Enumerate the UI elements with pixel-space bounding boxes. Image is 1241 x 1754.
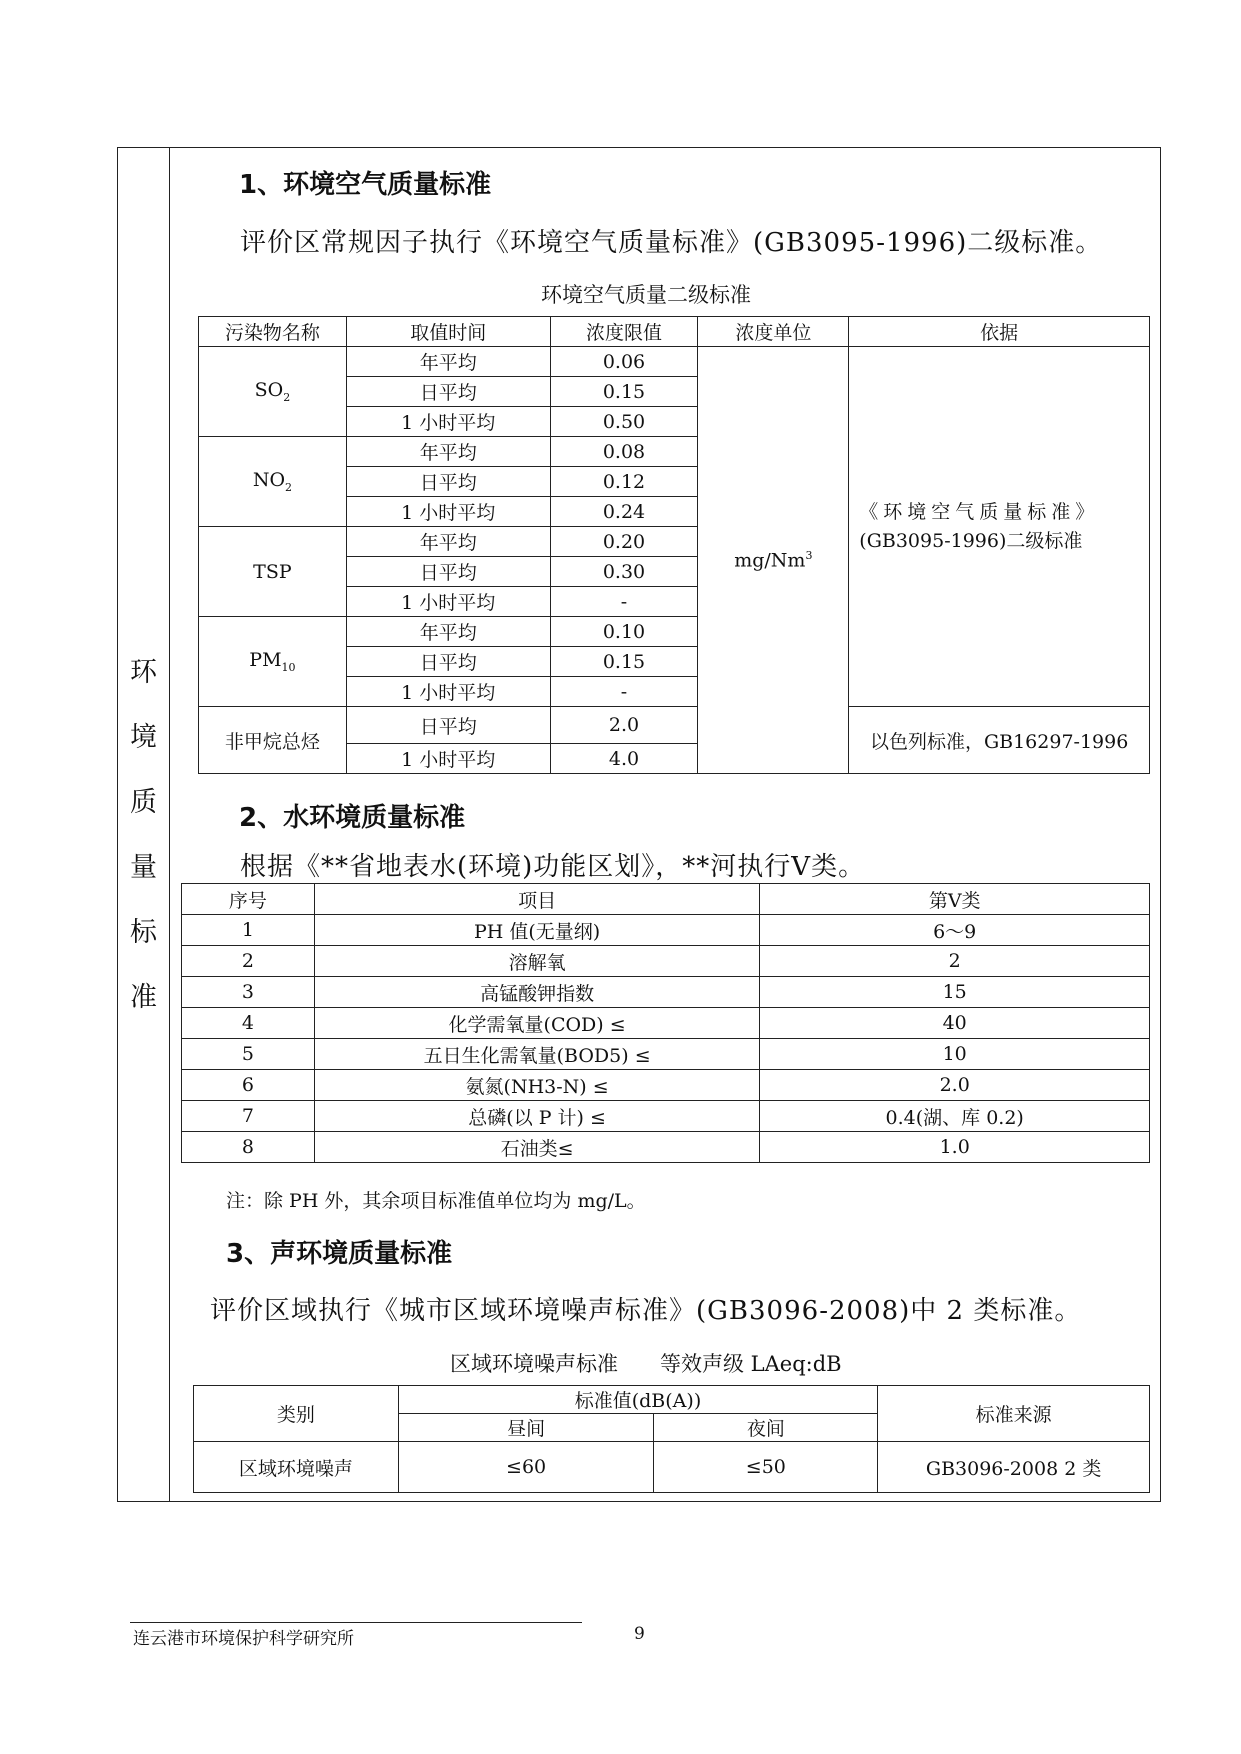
limit-cell: 0.06 <box>550 347 698 377</box>
period-cell: 日平均 <box>346 707 550 744</box>
noise-heading: 3、声环境质量标准 <box>226 1239 453 1269</box>
row-index: 5 <box>182 1039 315 1070</box>
row-item: PH 值(无量纲) <box>314 915 760 946</box>
row-value: 15 <box>760 977 1150 1008</box>
side-label <box>118 640 169 1030</box>
header-cell: 序号 <box>182 884 315 915</box>
side-char: 标 <box>130 917 157 948</box>
period-cell: 1 小时平均 <box>346 744 550 774</box>
period-cell: 1 小时平均 <box>346 407 550 437</box>
limit-cell: 4.0 <box>550 744 698 774</box>
pollutant-cell: 非甲烷总烃 <box>199 707 347 774</box>
period-cell: 日平均 <box>346 467 550 497</box>
header-cell: 昼间 <box>398 1414 654 1442</box>
row-item: 溶解氧 <box>314 946 760 977</box>
side-char: 量 <box>130 852 157 883</box>
water-heading: 2、水环境质量标准 <box>239 803 466 833</box>
period-cell: 1 小时平均 <box>346 587 550 617</box>
limit-cell: 0.15 <box>550 377 698 407</box>
water-standard-table <box>181 883 1150 1163</box>
air-table-title: 环境空气质量二级标准 <box>541 283 751 307</box>
header-cell: 夜间 <box>654 1414 878 1442</box>
period-cell: 年平均 <box>346 347 550 377</box>
period-cell: 年平均 <box>346 617 550 647</box>
row-index: 6 <box>182 1070 315 1101</box>
side-char: 准 <box>130 982 157 1013</box>
row-item: 化学需氧量(COD) ≤ <box>314 1008 760 1039</box>
period-cell: 日平均 <box>346 647 550 677</box>
header-cell: 浓度单位 <box>698 317 849 347</box>
noise-intro: 评价区域执行《城市区域环境噪声标准》(GB3096-2008)中 2 类标准。 <box>210 1296 1082 1326</box>
row-index: 7 <box>182 1101 315 1132</box>
footer-org: 连云港市环境保护科学研究所 <box>133 1629 354 1649</box>
pollutant-cell: $NO_2$ <box>199 437 347 527</box>
row-value: 0.4(湖、库 0.2) <box>760 1101 1150 1132</box>
header-cell: 项目 <box>314 884 760 915</box>
limit-cell: 0.30 <box>550 557 698 587</box>
water-note: 注：除 PH 外，其余项目标准值单位均为 mg/L。 <box>226 1190 646 1212</box>
row-item: 石油类≤ <box>314 1132 760 1163</box>
period-cell: 日平均 <box>346 377 550 407</box>
row-category: 区域环境噪声 <box>194 1442 399 1493</box>
row-item: 五日生化需氧量(BOD5) ≤ <box>314 1039 760 1070</box>
header-cell: 取值时间 <box>346 317 550 347</box>
period-cell: 1 小时平均 <box>346 497 550 527</box>
row-item: 总磷(以 P 计) ≤ <box>314 1101 760 1132</box>
air-standard-table <box>198 316 1150 774</box>
row-index: 2 <box>182 946 315 977</box>
row-index: 1 <box>182 915 315 946</box>
row-value: 2 <box>760 946 1150 977</box>
limit-cell: 0.10 <box>550 617 698 647</box>
air-intro: 评价区常规因子执行《环境空气质量标准》(GB3095-1996)二级标准。 <box>240 228 1103 258</box>
row-value: 40 <box>760 1008 1150 1039</box>
limit-cell: - <box>550 587 698 617</box>
air-heading: 1、环境空气质量标准 <box>239 170 492 200</box>
row-index: 8 <box>182 1132 315 1163</box>
side-char: 环 <box>130 657 157 688</box>
row-night: ≤50 <box>654 1442 878 1493</box>
noise-standard-table <box>193 1385 1150 1493</box>
limit-cell: 0.12 <box>550 467 698 497</box>
page-number: 9 <box>634 1624 645 1644</box>
basis-cell: 《环境空气质量标准》 (GB3095-1996)二级标准 <box>849 347 1150 707</box>
header-cell: 依据 <box>849 317 1150 347</box>
limit-cell: 0.08 <box>550 437 698 467</box>
pollutant-cell: TSP <box>199 527 347 617</box>
row-value: 1.0 <box>760 1132 1150 1163</box>
pollutant-cell: $PM_{10}$ <box>199 617 347 707</box>
frame-divider <box>169 147 170 1502</box>
period-cell: 年平均 <box>346 437 550 467</box>
row-item: 高锰酸钾指数 <box>314 977 760 1008</box>
header-cell: 类别 <box>194 1386 399 1442</box>
basis-cell: 以色列标准，GB16297-1996 <box>849 707 1150 774</box>
water-intro: 根据《**省地表水(环境)功能区划》，**河执行Ⅴ类。 <box>240 852 866 882</box>
header-cell: 标准来源 <box>878 1386 1150 1442</box>
header-cell: 第Ⅴ类 <box>760 884 1150 915</box>
side-char: 质 <box>130 787 157 818</box>
row-value: 2.0 <box>760 1070 1150 1101</box>
header-cell: 污染物名称 <box>199 317 347 347</box>
limit-cell: 0.24 <box>550 497 698 527</box>
header-cell: 标准值(dB(A)) <box>398 1386 877 1414</box>
limit-cell: - <box>550 677 698 707</box>
row-day: ≤60 <box>398 1442 654 1493</box>
row-value: 6～9 <box>760 915 1150 946</box>
period-cell: 1 小时平均 <box>346 677 550 707</box>
row-item: 氨氮(NH3-N) ≤ <box>314 1070 760 1101</box>
noise-table-title: 区域环境噪声标准 等效声级 LAeq:dB <box>450 1352 842 1376</box>
limit-cell: 0.20 <box>550 527 698 557</box>
row-source: GB3096-2008 2 类 <box>878 1442 1150 1493</box>
pollutant-cell: $SO_2$ <box>199 347 347 437</box>
period-cell: 日平均 <box>346 557 550 587</box>
row-index: 4 <box>182 1008 315 1039</box>
row-value: 10 <box>760 1039 1150 1070</box>
side-char: 境 <box>130 722 157 753</box>
limit-cell: 0.50 <box>550 407 698 437</box>
limit-cell: 2.0 <box>550 707 698 744</box>
header-cell: 浓度限值 <box>550 317 698 347</box>
limit-cell: 0.15 <box>550 647 698 677</box>
unit-cell: mg/Nm$^3$ <box>698 347 849 774</box>
period-cell: 年平均 <box>346 527 550 557</box>
footer-rule <box>130 1622 582 1623</box>
row-index: 3 <box>182 977 315 1008</box>
